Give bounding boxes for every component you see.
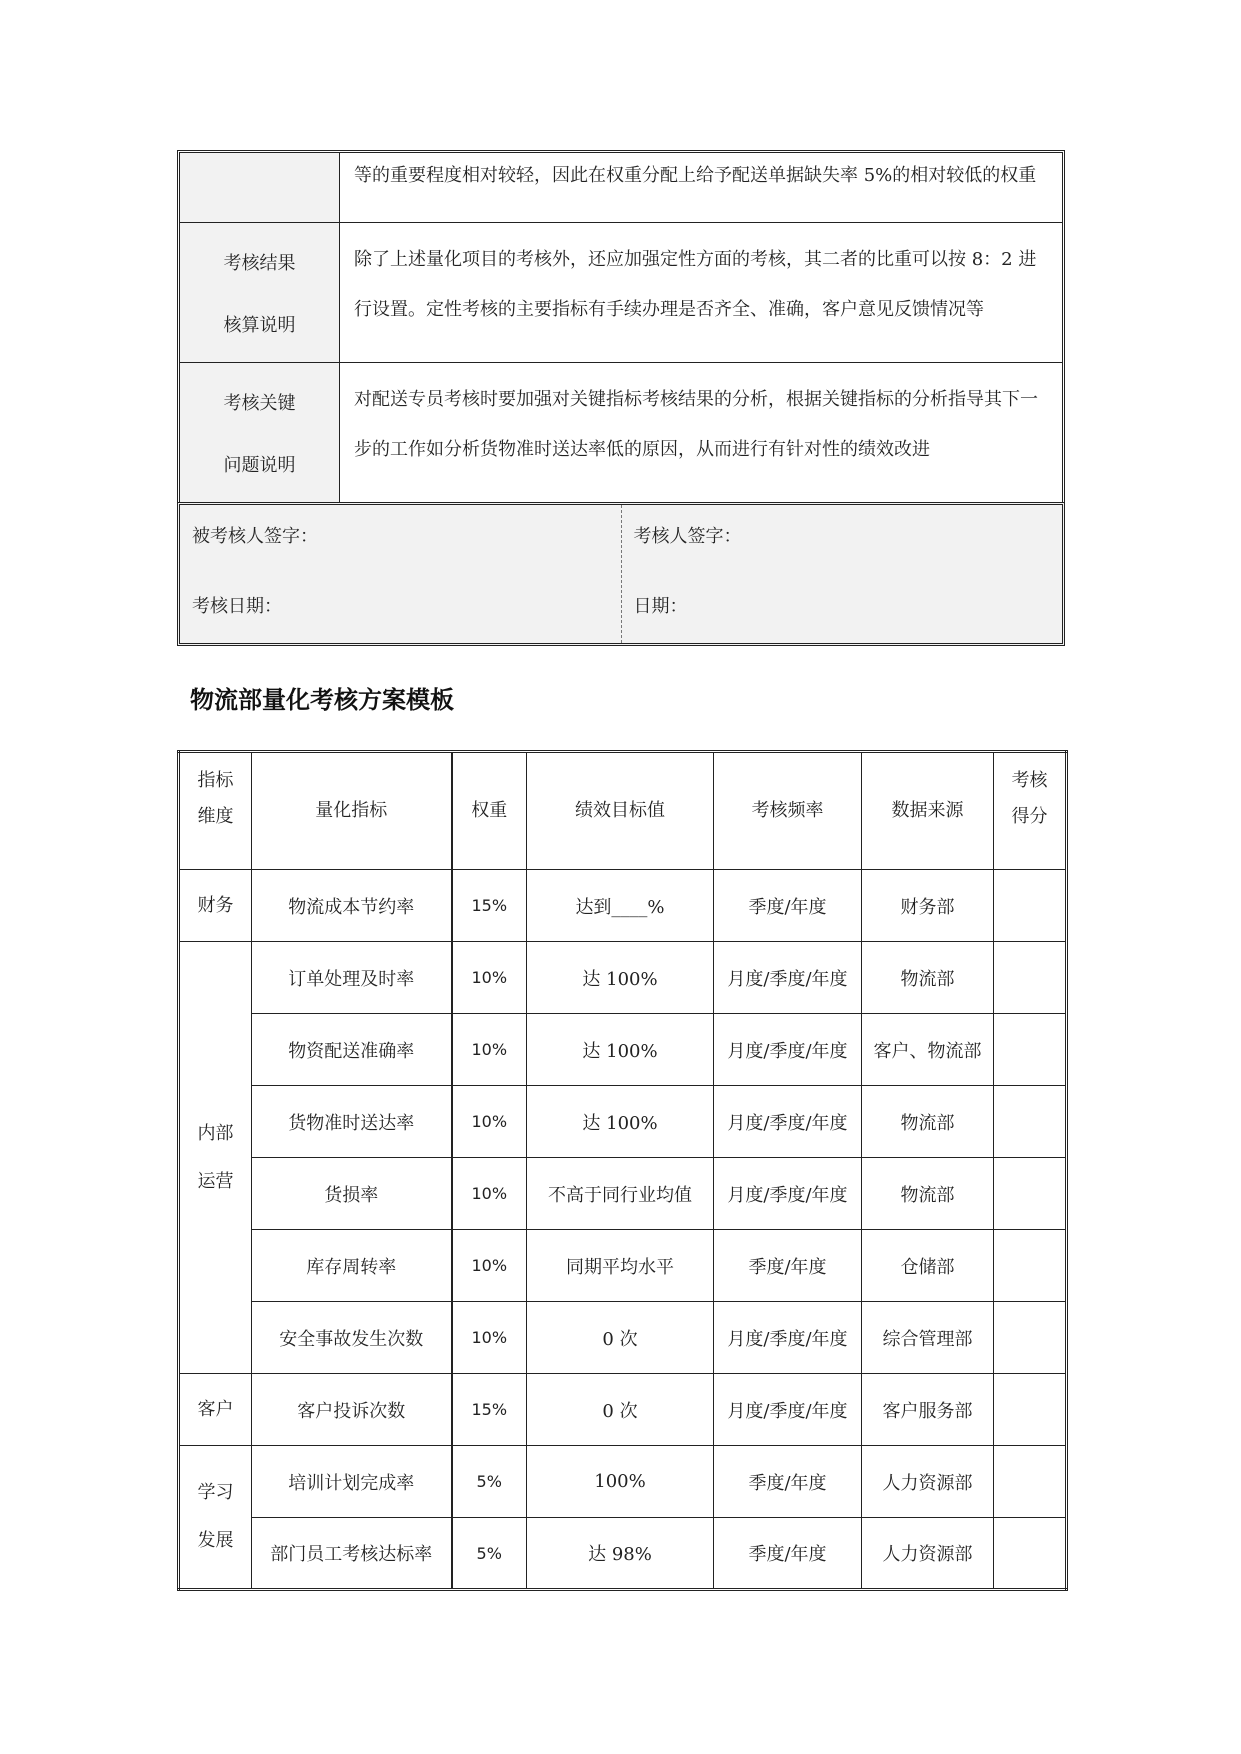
target-cell: 0 次	[527, 1374, 714, 1446]
signature-left	[180, 505, 621, 643]
target-cell: 达 98%	[527, 1518, 714, 1590]
notes-text: 对配送专员考核时要加强对关键指标考核结果的分析，根据关键指标的分析指导其下一步的工作如分析货物准时送达率低的原因，从而进行有针对性的绩效改进	[354, 389, 1038, 460]
signature-box	[177, 502, 1065, 646]
kpi-header-row	[179, 752, 1067, 870]
indicator-cell: 货物准时送达率	[252, 1086, 452, 1158]
indicator-cell: 客户投诉次数	[252, 1374, 452, 1446]
notes-text: 除了上述量化项目的考核外，还应加强定性方面的考核，其二者的比重可以按 8：2 进行设置。定性考核的主要指标有手续办理是否齐全、准确，客户意见反馈情况等	[354, 249, 1037, 320]
kpi-row	[179, 1518, 1067, 1590]
weight-cell: 10%	[452, 1158, 527, 1230]
source-cell: 人力资源部	[862, 1446, 994, 1518]
kpi-row	[179, 1014, 1067, 1086]
source-cell: 综合管理部	[862, 1302, 994, 1374]
indicator-cell: 订单处理及时率	[252, 942, 452, 1014]
notes-row	[180, 363, 1062, 503]
target-cell: 不高于同行业均值	[527, 1158, 714, 1230]
weight-cell: 5%	[452, 1446, 527, 1518]
frequency-cell: 月度/季度/年度	[714, 1158, 862, 1230]
notes-row	[180, 153, 1062, 223]
notes-label-cell	[180, 153, 340, 222]
indicator-cell: 库存周转率	[252, 1230, 452, 1302]
source-cell: 物流部	[862, 942, 994, 1014]
kpi-row	[179, 870, 1067, 942]
score-cell	[994, 1158, 1067, 1230]
date-label: 日期：	[633, 596, 688, 617]
target-cell: 达 100%	[527, 942, 714, 1014]
frequency-cell: 季度/年度	[714, 1446, 862, 1518]
notes-label-line: 考核关键	[223, 393, 296, 414]
frequency-cell: 季度/年度	[714, 1518, 862, 1590]
weight-cell: 10%	[452, 1014, 527, 1086]
target-cell: 达 100%	[527, 1086, 714, 1158]
notes-label-cell	[180, 363, 340, 503]
indicator-cell: 部门员工考核达标率	[252, 1518, 452, 1590]
weight-cell: 10%	[452, 942, 527, 1014]
score-cell	[994, 1230, 1067, 1302]
target-cell: 达 100%	[527, 1014, 714, 1086]
kpi-row	[179, 1374, 1067, 1446]
score-cell	[994, 1374, 1067, 1446]
frequency-cell: 月度/季度/年度	[714, 1302, 862, 1374]
source-cell: 物流部	[862, 1086, 994, 1158]
examiner-signature-label: 考核人签字：	[633, 526, 742, 547]
examinee-signature-label: 被考核人签字：	[192, 526, 318, 547]
score-cell	[994, 942, 1067, 1014]
dimension-cell: 财务	[179, 870, 252, 942]
header-source: 数据来源	[862, 752, 994, 870]
weight-cell: 10%	[452, 1086, 527, 1158]
notes-label-line: 问题说明	[223, 455, 296, 476]
notes-text: 等的重要程度相对较轻，因此在权重分配上给予配送单据缺失率 5%的相对较低的权重	[354, 165, 1037, 186]
notes-row	[180, 223, 1062, 363]
frequency-cell: 月度/季度/年度	[714, 1014, 862, 1086]
score-cell	[994, 870, 1067, 942]
indicator-cell: 安全事故发生次数	[252, 1302, 452, 1374]
source-cell: 客户服务部	[862, 1374, 994, 1446]
score-cell	[994, 1302, 1067, 1374]
weight-cell: 10%	[452, 1230, 527, 1302]
section-title: 物流部量化考核方案模板	[190, 686, 454, 714]
header-score: 考核 得分	[994, 752, 1067, 870]
examination-date-label: 考核日期：	[192, 596, 282, 617]
frequency-cell: 季度/年度	[714, 1230, 862, 1302]
dimension-cell: 学习 发展	[179, 1446, 252, 1590]
header-target: 绩效目标值	[527, 752, 714, 870]
evaluation-notes-table	[177, 150, 1065, 506]
header-frequency: 考核频率	[714, 752, 862, 870]
kpi-row	[179, 942, 1067, 1014]
kpi-row	[179, 1158, 1067, 1230]
weight-cell: 15%	[452, 1374, 527, 1446]
header-weight: 权重	[452, 752, 527, 870]
indicator-cell: 培训计划完成率	[252, 1446, 452, 1518]
weight-cell: 5%	[452, 1518, 527, 1590]
source-cell: 仓储部	[862, 1230, 994, 1302]
kpi-row	[179, 1302, 1067, 1374]
frequency-cell: 月度/季度/年度	[714, 1086, 862, 1158]
target-cell: 同期平均水平	[527, 1230, 714, 1302]
signature-right	[621, 505, 1063, 643]
score-cell	[994, 1518, 1067, 1590]
notes-label-line: 考核结果	[223, 252, 296, 274]
weight-cell: 15%	[452, 870, 527, 942]
target-cell: 达到____%	[527, 870, 714, 942]
kpi-row	[179, 1230, 1067, 1302]
frequency-cell: 季度/年度	[714, 870, 862, 942]
weight-cell: 10%	[452, 1302, 527, 1374]
notes-label-cell	[180, 223, 340, 362]
indicator-cell: 物资配送准确率	[252, 1014, 452, 1086]
kpi-table	[177, 750, 1068, 1591]
header-indicator: 量化指标	[252, 752, 452, 870]
kpi-row	[179, 1086, 1067, 1158]
indicator-cell: 货损率	[252, 1158, 452, 1230]
dimension-cell: 内部 运营	[179, 942, 252, 1374]
target-cell: 100%	[527, 1446, 714, 1518]
kpi-row	[179, 1446, 1067, 1518]
source-cell: 物流部	[862, 1158, 994, 1230]
score-cell	[994, 1014, 1067, 1086]
score-cell	[994, 1086, 1067, 1158]
header-dimension: 指标 维度	[179, 752, 252, 870]
source-cell: 财务部	[862, 870, 994, 942]
dimension-cell: 客户	[179, 1374, 252, 1446]
target-cell: 0 次	[527, 1302, 714, 1374]
source-cell: 人力资源部	[862, 1518, 994, 1590]
notes-label-line: 核算说明	[223, 314, 296, 336]
source-cell: 客户、物流部	[862, 1014, 994, 1086]
frequency-cell: 月度/季度/年度	[714, 942, 862, 1014]
score-cell	[994, 1446, 1067, 1518]
kpi-body	[179, 870, 1067, 1590]
frequency-cell: 月度/季度/年度	[714, 1374, 862, 1446]
indicator-cell: 物流成本节约率	[252, 870, 452, 942]
